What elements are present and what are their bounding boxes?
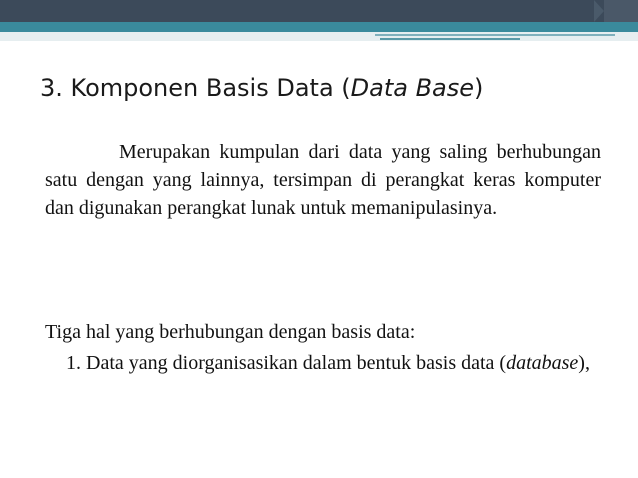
slide-title — [40, 74, 483, 102]
header-bar — [0, 0, 638, 22]
list-item — [66, 349, 601, 377]
header-teal-band — [0, 22, 638, 32]
item-italic: database — [506, 352, 579, 374]
list-lead: Tiga hal yang berhubungan dengan basis data: — [45, 321, 416, 343]
header-corner — [604, 0, 638, 22]
header-stripe — [375, 34, 615, 36]
item-suffix: ), — [578, 352, 590, 374]
title-italic: Data Base — [350, 74, 475, 102]
definition-paragraph: Merupakan kumpulan dari data yang saling berhubungan satu dengan yang lainnya, tersimpan di perangkat keras komputer dan digunakan perangkat lunak untuk memanipulasinya. — [45, 141, 601, 219]
title-prefix: 3. Komponen Basis Data ( — [40, 74, 351, 102]
header-arrow-decoration — [594, 0, 604, 22]
item-prefix: 1. Data yang diorganisasikan dalam bentuk basis data ( — [66, 352, 507, 374]
header-stripe — [380, 38, 520, 40]
title-suffix: ) — [474, 74, 484, 102]
